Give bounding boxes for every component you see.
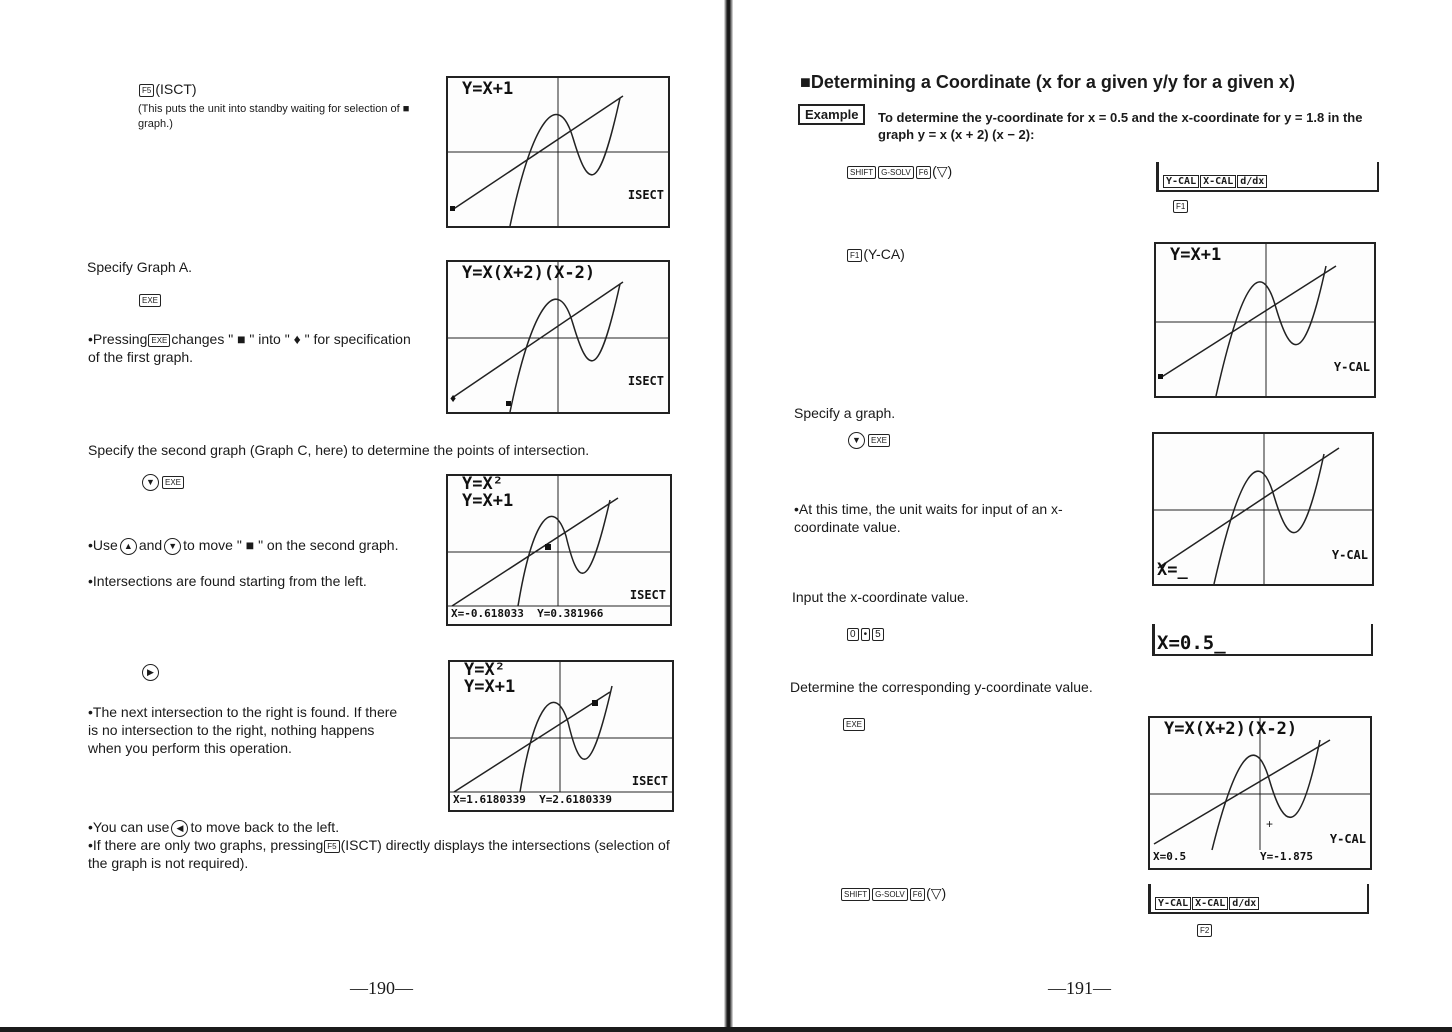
- page-number: —191—: [1048, 978, 1111, 998]
- move-note: •Use ▲ and ▼ to move " ■ " on the second graph.: [88, 537, 399, 553]
- input-keys: 0 • 5: [846, 626, 885, 644]
- x-prompt: X=_: [1157, 560, 1188, 580]
- menu-x-cal: X-CAL: [1200, 175, 1236, 188]
- down-arrow-key-icon: ▼: [142, 474, 159, 491]
- down-exe-keys-right: ▼ EXE: [846, 432, 891, 450]
- page-number: —190—: [350, 978, 413, 998]
- back-left-note: •You can use ◀ to move back to the left.: [88, 819, 340, 835]
- section-heading: ■Determining a Coordinate (x for a given y/y for a given x): [800, 72, 1295, 92]
- intersection-readout: X=1.6180339 Y=2.6180339: [453, 793, 612, 806]
- screen-status: Y-CAL: [1331, 548, 1368, 562]
- right-page: [728, 0, 1452, 1032]
- input-heading: Input the x-coordinate value.: [792, 589, 969, 605]
- y-ca-step: F1 (Y-CA): [846, 245, 905, 263]
- screen-ycal-2: [1152, 432, 1374, 586]
- down-exe-keys: ▼ EXE: [140, 474, 185, 492]
- graph-plot: [448, 78, 668, 226]
- svg-text:♦: ♦: [450, 391, 457, 405]
- svg-text:+: +: [1266, 817, 1274, 831]
- menu-ddx: d/dx: [1237, 175, 1267, 188]
- two-graphs-note: •If there are only two graphs, pressing F5 (ISCT) directly displays the intersections (selection of the graph is not required).: [88, 837, 670, 871]
- screen-ycal-3: [1148, 716, 1372, 870]
- left-arrow-key-icon: ◀: [171, 820, 188, 837]
- isct-note: (This puts the unit into standby waiting for selection of ■ graph.): [138, 103, 410, 130]
- right-arrow-key-icon: ▶: [140, 664, 161, 682]
- screen-status: Y-CAL: [1329, 832, 1366, 846]
- screen-title: Y=X(X+2)(X-2): [1164, 719, 1298, 739]
- screen-isect-1: [446, 76, 670, 228]
- specify-graph: Specify a graph.: [794, 405, 896, 421]
- f1-key-label: F1: [1172, 198, 1189, 216]
- exe-key-right: EXE: [842, 716, 866, 734]
- specify-graph-a: Specify Graph A.: [87, 259, 193, 275]
- isct-label: (ISCT): [155, 81, 197, 97]
- screen-title: Y=X+1: [462, 79, 514, 99]
- screen-title-1: Y=X²: [462, 474, 503, 494]
- screen-title-2: Y=X+1: [462, 491, 514, 511]
- screen-status: ISECT: [627, 374, 664, 388]
- step-isct: [138, 80, 197, 98]
- exe-key-a: EXE: [138, 292, 162, 310]
- screen-title-2: Y=X+1: [464, 677, 516, 697]
- up-arrow-key-icon: ▲: [120, 538, 137, 555]
- intersection-readout: X=-0.618033 Y=0.381966: [451, 607, 604, 620]
- keys-bottom: SHIFT G-SOLV F6 (▽): [840, 884, 946, 902]
- specify-second-graph: Specify the second graph (Graph C, here) to determine the points of intersection.: [88, 442, 590, 458]
- pressing-note: •Pressing EXE changes " ■ " into " ♦ " for specification of the first graph.: [88, 331, 411, 365]
- screen-ycal-1: [1154, 242, 1376, 398]
- screen-title: Y=X+1: [1170, 245, 1222, 265]
- screen-isect-4: [448, 660, 674, 812]
- f2-key-label: F2: [1196, 922, 1213, 940]
- screen-isect-2: [446, 260, 670, 414]
- screen-status: ISECT: [627, 188, 664, 202]
- next-intersection-note: •The next intersection to the right is found. If there is no intersection to the right, nothing happens when you perform this operation.: [88, 704, 398, 756]
- screen-status: Y-CAL: [1333, 360, 1370, 374]
- screen-isect-3: [446, 474, 672, 626]
- screen-status: ISECT: [629, 588, 666, 602]
- y-readout: Y=-1.875: [1260, 850, 1313, 863]
- example-label: Example: [798, 104, 865, 125]
- f5-key: F5: [139, 84, 154, 97]
- function-menu-1: [1156, 162, 1379, 192]
- intersections-note: •Intersections are found starting from the left.: [88, 573, 367, 589]
- graph-plot: [448, 262, 668, 412]
- function-menu-2: [1148, 884, 1369, 914]
- input-display: X=0.5_: [1152, 624, 1373, 656]
- down-arrow-key-icon: ▼: [848, 432, 865, 449]
- menu-y-cal: Y-CAL: [1163, 175, 1199, 188]
- x-readout: X=0.5: [1153, 850, 1187, 863]
- screen-title: Y=X(X+2)(X-2): [462, 263, 596, 283]
- keys-top: SHIFT G-SOLV F6 (▽): [846, 162, 952, 180]
- determine-heading: Determine the corresponding y-coordinate value.: [790, 679, 1093, 695]
- menu-y-cal: Y-CAL: [1155, 897, 1191, 910]
- screen-title-1: Y=X²: [464, 660, 505, 680]
- wait-note: •At this time, the unit waits for input of an x-coordinate value.: [794, 501, 1063, 535]
- example-text: To determine the y-coordinate for x = 0.5 and the x-coordinate for y = 1.8 in the graph y = x (x + 2) (x − 2):: [878, 110, 1363, 142]
- menu-x-cal: X-CAL: [1192, 897, 1228, 910]
- menu-ddx: d/dx: [1229, 897, 1259, 910]
- screen-status: ISECT: [631, 774, 668, 788]
- down-arrow-key-icon: ▼: [164, 538, 181, 555]
